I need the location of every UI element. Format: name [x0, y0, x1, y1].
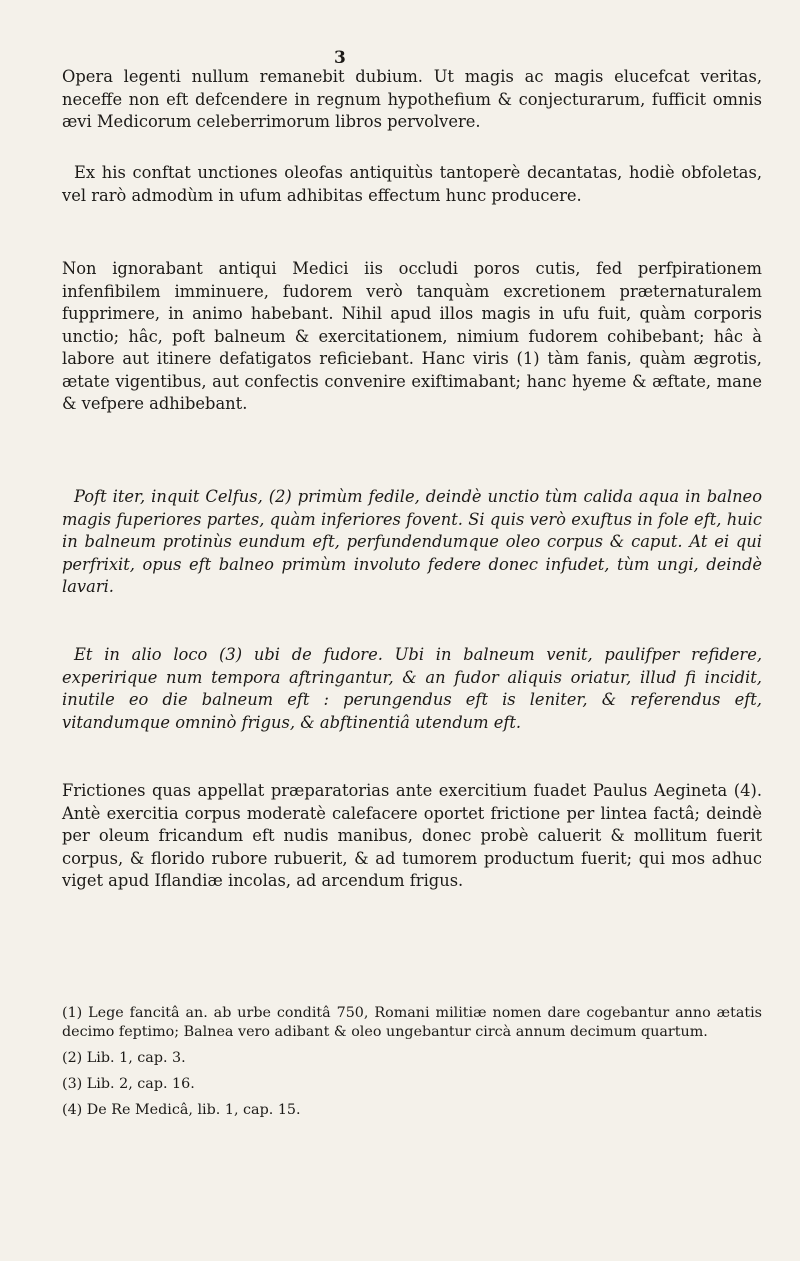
- paragraph-text: Non ignorabant antiqui Medici iis occludi poros cutis, fed perfpirationem infenfibilem imminuere, fudorem verò tanquàm excretionem præternaturalem fupprimere, in animo habebant. Nihil apud illos magis in ufu fuit, quàm corporis unctio; hâc, poft balneum & exercitationem, nimium fudorem cohibebant; hâc à labore aut itinere defatigatos reficiebant. Hanc viris (1) tàm fanis, quàm ægrotis, ætate vigentibus, aut confectis convenire exiftimabant; hanc hyeme & æftate, mane & vefpere adhibebant.: [62, 259, 762, 413]
- paragraph-opera: [62, 66, 762, 134]
- footnotes: [62, 1004, 762, 1127]
- paragraph-text: Frictiones quas appellat præparatorias ante exercitium fuadet Paulus Aegineta (4). Antè exercitia corpus moderatè calefacere oportet frictione per lintea factâ; deindè per oleum fricandum eft nudis manibus, donec probè caluerit & mollitum fuerit corpus, & florido rubore rubuerit, & ad tumorem productum fuerit; qui mos adhuc viget apud Iflandiæ incolas, ad arcendum frigus.: [62, 781, 762, 890]
- paragraph-antiqui-medici: [62, 258, 762, 416]
- paragraph-frictiones: [62, 780, 762, 893]
- paragraph-text: Et in alio loco (3) ubi de fudore. Ubi in balneum venit, paulifper refidere, experirique num tempora aftringantur, & an fudor aliquis oriatur, illud fi incidit, inutile eo die balneum eft : perungendus eft is leniter, & referendus eft, vitandumque omninò frigus, & abftinentiâ utendum eft.: [62, 645, 762, 732]
- paragraph-text: Ex his conftat unctiones oleofas antiquitùs tantoperè decantatas, hodiè obfoletas, vel rarò admodùm in ufum adhibitas effectum hunc producere.: [62, 163, 762, 205]
- paragraph-text: Poft iter, inquit Celfus, (2) primùm fedile, deindè unctio tùm calida aqua in balneo magis fuperiores partes, quàm inferiores fovent. Si quis verò exuftus in fole eft, huic in balneum protinùs eundum eft, perfundendumque oleo corpus & caput. At ei qui perfrixit, opus eft balneo primùm involuto federe donec infudet, tùm ungi, deindè lavari.: [62, 487, 762, 596]
- paragraph-sudore: [62, 644, 762, 734]
- footnote: (4) De Re Medicâ, lib. 1, cap. 15.: [62, 1102, 301, 1118]
- footnote: (3) Lib. 2, cap. 16.: [62, 1076, 195, 1092]
- paragraph-unctiones: [62, 162, 762, 207]
- footnote: (1) Lege fancitâ an. ab urbe conditâ 750, Romani militiæ nomen dare cogebantur anno ætatis decimo feptimo; Balnea vero adibant & oleo ungebantur circà annum decimum quartum.: [62, 1005, 762, 1040]
- paragraph-text: Opera legenti nullum remanebit dubium. Ut magis ac magis elucefcat veritas, neceffe non eft defcendere in regnum hypothefium & conjecturarum, fufficit omnis ævi Medicorum celeberrimorum libros pervolvere.: [62, 67, 762, 131]
- paragraph-celsus-quote: [62, 486, 762, 599]
- page-number: 3: [334, 48, 346, 68]
- footnote: (2) Lib. 1, cap. 3.: [62, 1050, 186, 1066]
